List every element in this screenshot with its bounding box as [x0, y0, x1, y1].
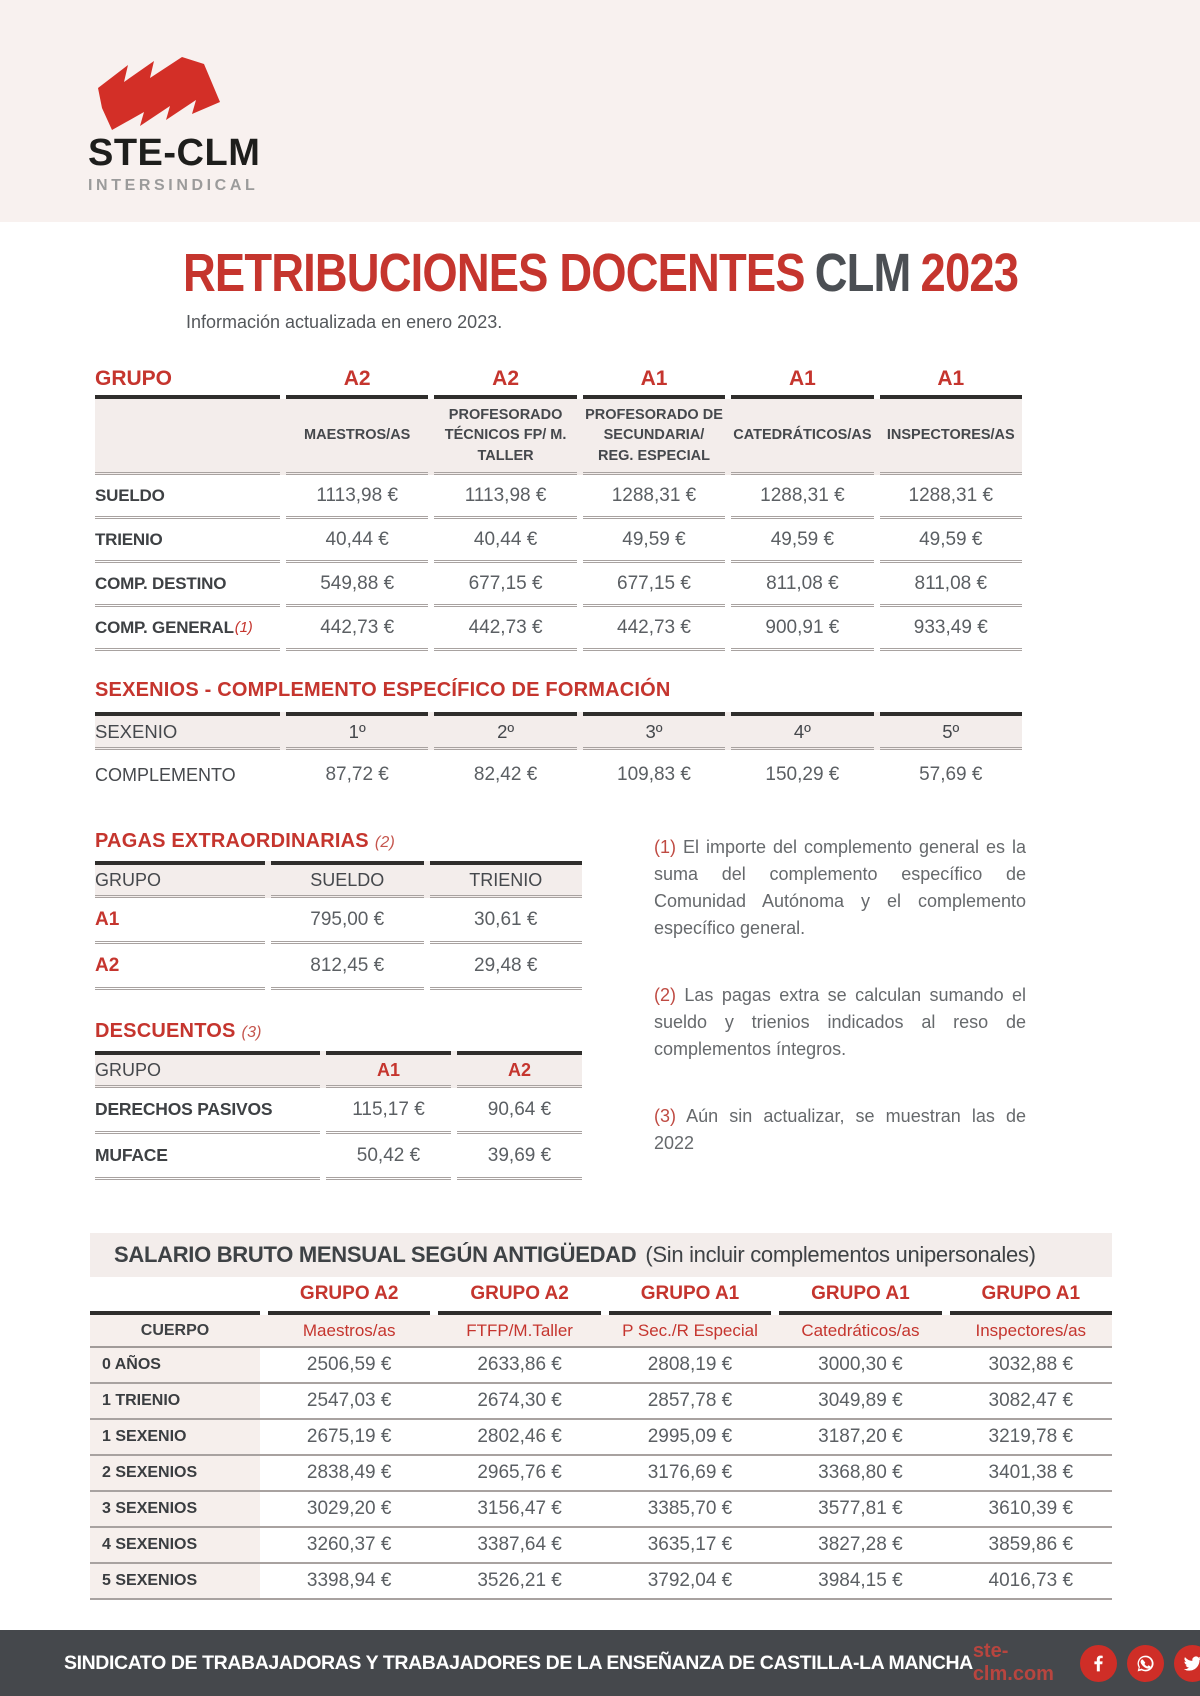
- gross-row-1trienio: 1 TRIENIO 2547,03 € 2674,30 € 2857,78 € 3049,89 € 3082,47 €: [90, 1384, 1112, 1420]
- gross-row-1sexenio: 1 SEXENIO 2675,19 € 2802,46 € 2995,09 € 3187,20 € 3219,78 €: [90, 1420, 1112, 1456]
- whatsapp-icon[interactable]: [1127, 1645, 1164, 1682]
- footnote-ref-3: (3): [241, 1024, 262, 1041]
- gross-row-2sexenios: 2 SEXENIOS 2838,49 € 2965,76 € 3176,69 € 3368,80 € 3401,38 €: [90, 1456, 1112, 1492]
- footnote-3: (3) Aún sin actualizar, se muestran las de 2022: [654, 1106, 1026, 1153]
- table-row-comp-destino: COMP. DESTINO 549,88 € 677,15 € 677,15 € 811,08 € 811,08 €: [95, 563, 1022, 607]
- pagas-row-a2: A2 812,45 € 29,48 €: [95, 944, 582, 990]
- main-salary-table: [95, 363, 1022, 651]
- sexenios-table: [95, 712, 1022, 800]
- descuentos-row-pasivos: DERECHOS PASIVOS 115,17 € 90,64 €: [95, 1088, 582, 1134]
- column-header: CATEDRÁTICOS/AS: [731, 399, 873, 475]
- ste-clm-logo: [0, 0, 1200, 195]
- gross-row-0anos: 0 AÑOS 2506,59 € 2633,86 € 2808,19 € 3000,30 € 3032,88 €: [90, 1348, 1112, 1384]
- pagas-header-row: GRUPO SUELDO TRIENIO: [95, 861, 582, 898]
- group-label: GRUPO: [95, 363, 280, 399]
- title-part-dark: CLM: [814, 243, 911, 303]
- descuentos-row-muface: MUFACE 50,42 € 39,69 €: [95, 1134, 582, 1180]
- gross-group-row: GRUPO A2 GRUPO A2 GRUPO A1 GRUPO A1 GRUPO A1: [90, 1277, 1112, 1315]
- header-band: [0, 0, 1200, 222]
- column-header-row: [95, 399, 1022, 475]
- footnote-ref-2: (2): [374, 834, 396, 851]
- group-a2-2: A2: [434, 363, 576, 399]
- page-title: [183, 243, 1200, 303]
- social-icons: [1080, 1645, 1200, 1682]
- brand-subname: INTERSINDICAL: [88, 177, 259, 194]
- update-note: Información actualizada en enero 2023.: [186, 312, 503, 332]
- footer-union-text: SINDICATO DE TRABAJADORAS Y TRABAJADORES DE LA ENSEÑANZA DE CASTILLA-LA MANCHA: [64, 1651, 973, 1674]
- gross-salary-title: SALARIO BRUTO MENSUAL SEGÚN ANTIGÜEDAD (Sin incluir complementos unipersonales): [90, 1233, 1112, 1277]
- footer-website-link[interactable]: ste-clm.com: [972, 1640, 1054, 1685]
- table-row-trienio: TRIENIO 40,44 € 40,44 € 49,59 € 49,59 € 49,59 €: [95, 519, 1022, 563]
- facebook-icon[interactable]: [1080, 1645, 1117, 1682]
- gross-salary-table: [90, 1233, 1112, 1600]
- sexenios-heading: SEXENIOS - COMPLEMENTO ESPECÍFICO DE FORMACIÓN: [95, 679, 671, 701]
- twitter-icon[interactable]: [1174, 1645, 1200, 1682]
- brand-name: STE-CLM: [88, 132, 261, 174]
- sexenios-data-row: COMPLEMENTO 87,72 € 82,42 € 109,83 € 150,29 € 57,69 €: [95, 764, 983, 785]
- gross-row-4sexenios: 4 SEXENIOS 3260,37 € 3387,64 € 3635,17 € 3827,28 € 3859,86 €: [90, 1528, 1112, 1564]
- column-header-empty: [95, 399, 280, 475]
- two-column-area: [95, 830, 1200, 1197]
- gross-row-5sexenios: 5 SEXENIOS 3398,94 € 3526,21 € 3792,04 € 3984,15 € 4016,73 €: [90, 1564, 1112, 1600]
- group-a1-1: A1: [583, 363, 725, 399]
- pagas-heading: PAGAS EXTRAORDINARIAS (2): [95, 830, 396, 852]
- descuentos-header-row: GRUPO A1 A2: [95, 1051, 582, 1088]
- table-row-sueldo: SUELDO 1113,98 € 1113,98 € 1288,31 € 1288,31 € 1288,31 €: [95, 475, 1022, 519]
- descuentos-heading: DESCUENTOS (3): [95, 1020, 262, 1042]
- group-a2-1: A2: [286, 363, 428, 399]
- footnote-1: (1) El importe del complemento general es la suma del complemento específico de Comunidad Autónoma y el complemento específico general.: [654, 837, 1026, 938]
- sexenios-header-row: SEXENIO 1º 2º 3º 4º 5º: [95, 712, 1022, 750]
- descuentos-block: [95, 1020, 582, 1180]
- column-header: PROFESORADO DE SECUNDARIA/ REG. ESPECIAL: [583, 399, 725, 475]
- column-header: MAESTROS/AS: [286, 399, 428, 475]
- table-row-comp-general: COMP. GENERAL (1) 442,73 € 442,73 € 442,73 € 900,91 € 933,49 €: [95, 607, 1022, 651]
- gross-row-3sexenios: 3 SEXENIOS 3029,20 € 3156,47 € 3385,70 € 3577,81 € 3610,39 €: [90, 1492, 1112, 1528]
- column-header: PROFESORADO TÉCNICOS FP/ M. TALLER: [434, 399, 576, 475]
- row-label-text: COMP. GENERAL: [95, 617, 234, 637]
- footnotes-column: [654, 830, 1026, 1197]
- title-block: [183, 243, 1200, 333]
- footer-bar: [0, 1630, 1200, 1696]
- footnote-ref-1: (1): [234, 619, 253, 636]
- group-a1-2: A1: [731, 363, 873, 399]
- pagas-table: [95, 861, 582, 990]
- column-header: INSPECTORES/AS: [880, 399, 1022, 475]
- title-part-red: RETRIBUCIONES DOCENTES: [183, 243, 805, 303]
- logo-flag-icon: [92, 56, 244, 130]
- descuentos-table: [95, 1051, 582, 1180]
- group-header-row: [95, 363, 1022, 399]
- left-column: [95, 830, 582, 1197]
- footnote-2: (2) Las pagas extra se calculan sumando el sueldo y trienios indicados al reso de complementos íntegros.: [654, 985, 1026, 1059]
- group-a1-3: A1: [880, 363, 1022, 399]
- title-part-year: 2023: [920, 243, 1019, 303]
- pagas-row-a1: A1 795,00 € 30,61 €: [95, 898, 582, 944]
- gross-cuerpo-row: CUERPO Maestros/as FTFP/M.Taller P Sec./R Especial Catedráticos/as Inspectores/as: [90, 1315, 1112, 1348]
